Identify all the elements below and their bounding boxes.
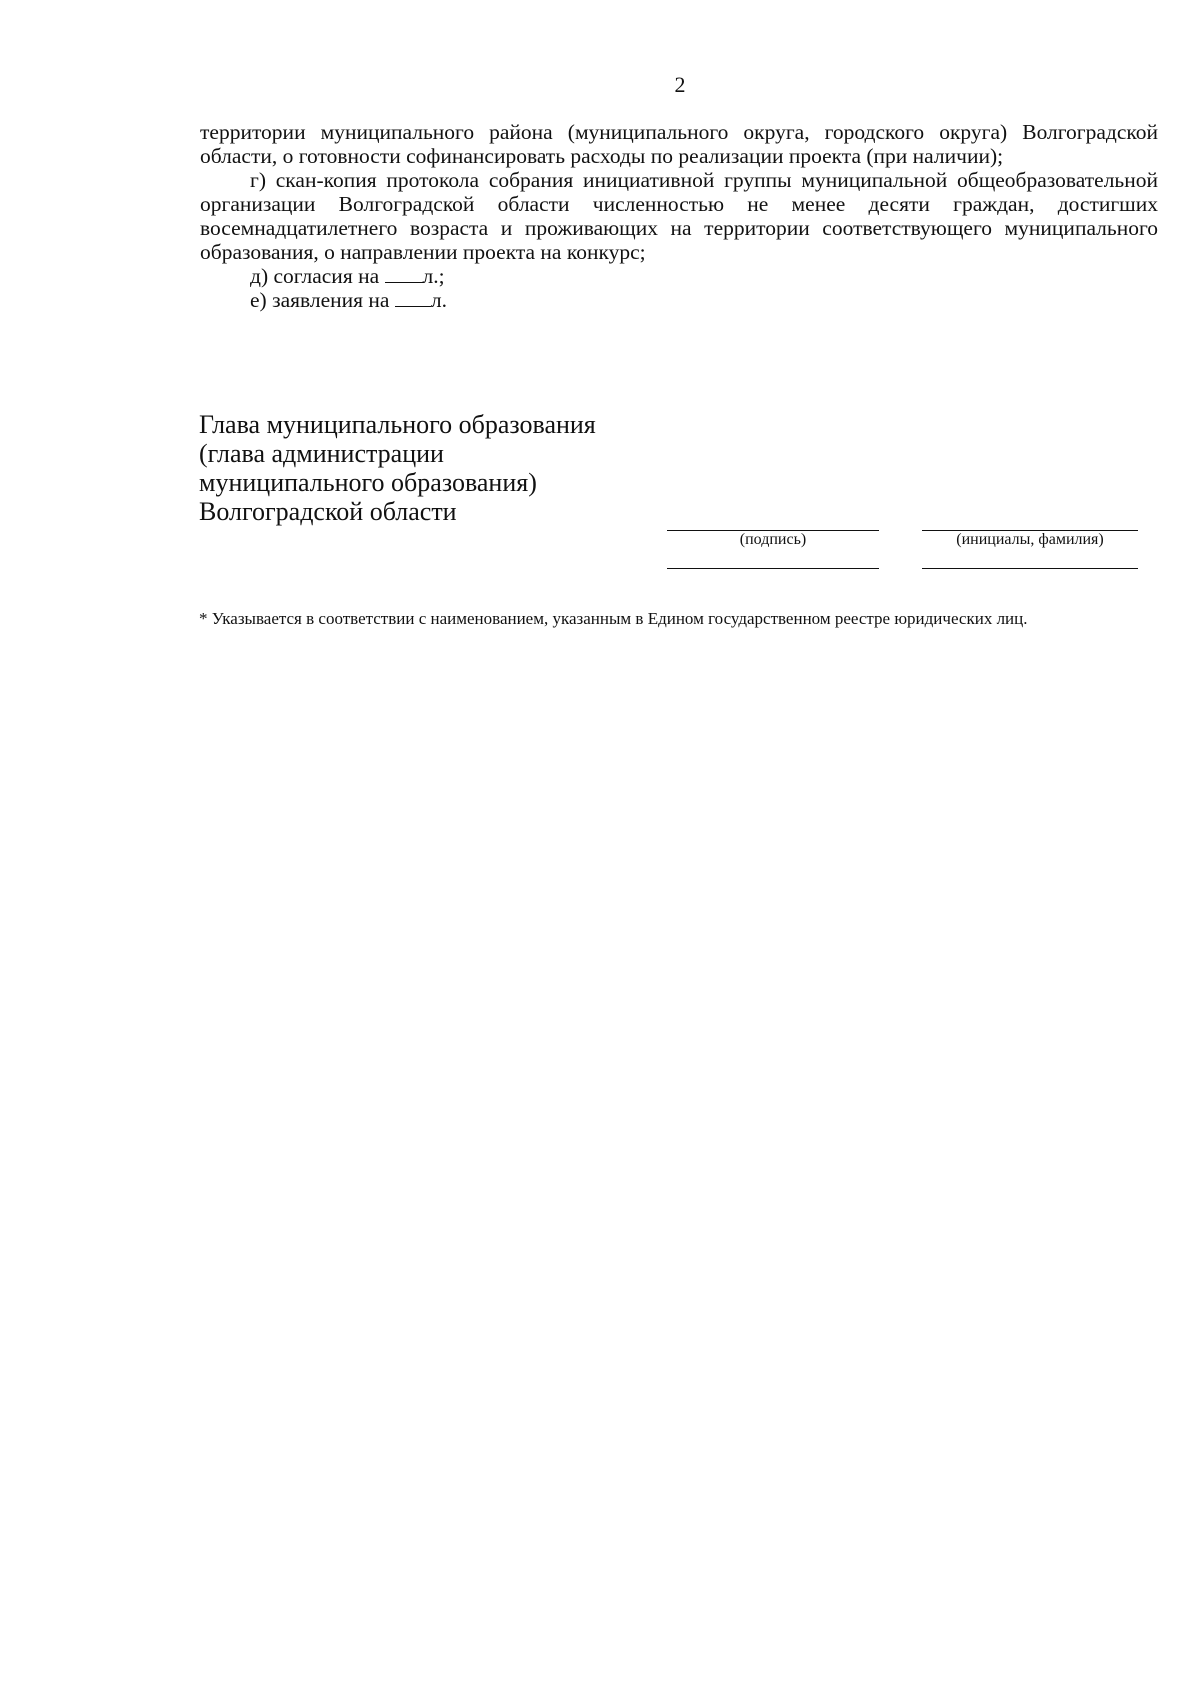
item-d-blank <box>385 264 423 283</box>
signature-line-bottom <box>667 568 879 569</box>
signatory-line-1: Глава муниципального образования <box>199 410 596 439</box>
item-e-suffix: л. <box>430 288 447 312</box>
paragraph-continuation: территории муниципального района (муниципального округа, городского округа) Волгоградской области, о готовности софинансировать расходы по реализации проекта (при наличии); <box>200 120 1158 168</box>
paragraph-item-d <box>200 264 1158 288</box>
item-e-prefix: е) заявления на <box>250 288 395 312</box>
document-body <box>200 120 1158 312</box>
signatory-line-2: (глава администрации <box>199 439 444 468</box>
paragraph-item-g: г) скан-копия протокола собрания инициативной группы муниципальной общеобразовательной организации Волгоградской области численностью не менее десяти граждан, достигших восемнадцатилетнего возраста и проживающих на территории соответствующего муниципального образования, о направлении проекта на конкурс; <box>200 168 1158 264</box>
name-line-bottom <box>922 568 1138 569</box>
item-d-prefix: д) согласия на <box>250 264 385 288</box>
name-caption: (инициалы, фамилия) <box>956 531 1104 548</box>
item-e-blank <box>395 288 431 307</box>
paragraph-item-e <box>200 288 1158 312</box>
item-d-suffix: л.; <box>422 264 445 288</box>
page-number: 2 <box>674 72 686 97</box>
signatory-title <box>199 410 596 526</box>
signatory-line-3: муниципального образования) <box>199 468 537 497</box>
signature-caption: (подпись) <box>739 531 807 548</box>
footnote: * Указывается в соответствии с наименованием, указанным в Едином государственном реестре юридических лиц. <box>199 609 1028 628</box>
signatory-line-4: Волгоградской области <box>199 497 457 526</box>
